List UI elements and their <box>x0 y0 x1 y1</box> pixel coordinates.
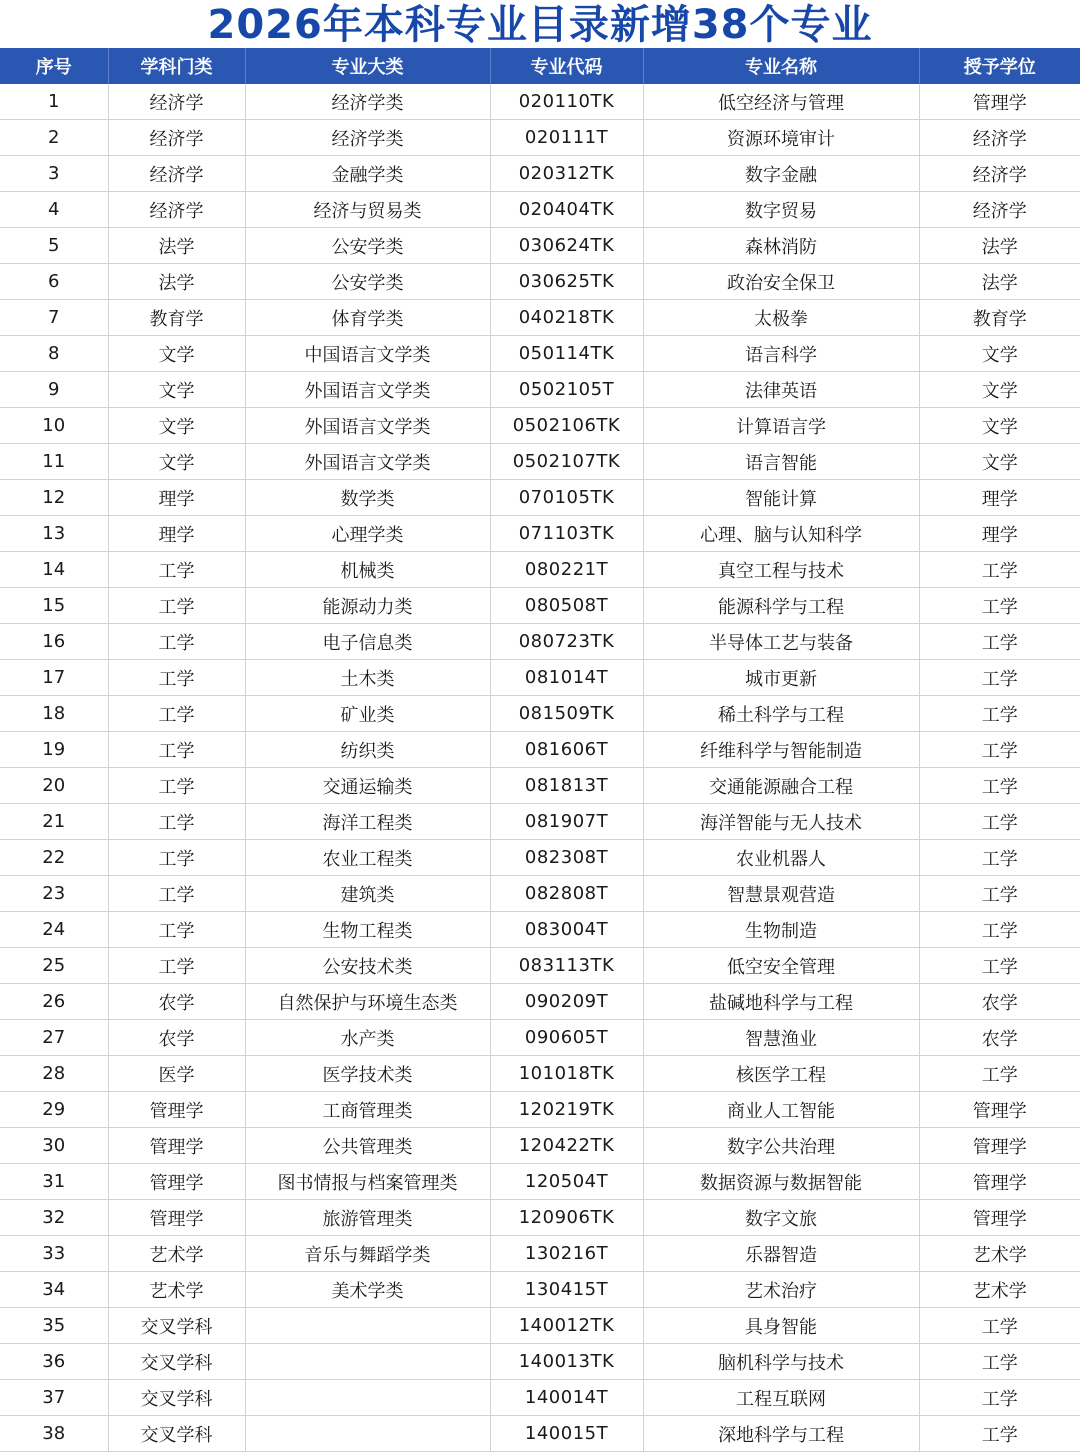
cell-major-name: 城市更新 <box>643 660 919 696</box>
cell-discipline: 工学 <box>108 948 245 984</box>
table-row <box>0 228 1080 264</box>
cell-category <box>245 1380 490 1416</box>
cell-degree: 工学 <box>919 732 1080 768</box>
cell-index: 4 <box>0 192 108 228</box>
header-code: 专业代码 <box>490 48 643 84</box>
cell-major-name: 数字公共治理 <box>643 1128 919 1164</box>
cell-discipline: 教育学 <box>108 300 245 336</box>
cell-code: 130216T <box>490 1236 643 1272</box>
cell-discipline: 理学 <box>108 480 245 516</box>
cell-degree: 工学 <box>919 552 1080 588</box>
cell-code: 120906TK <box>490 1200 643 1236</box>
cell-index: 30 <box>0 1128 108 1164</box>
cell-category: 生物工程类 <box>245 912 490 948</box>
header-major-name: 专业名称 <box>643 48 919 84</box>
cell-code: 120504T <box>490 1164 643 1200</box>
cell-degree: 理学 <box>919 516 1080 552</box>
cell-discipline: 交叉学科 <box>108 1308 245 1344</box>
table-row <box>0 1236 1080 1272</box>
table-row <box>0 840 1080 876</box>
cell-code: 140014T <box>490 1380 643 1416</box>
cell-category: 农业工程类 <box>245 840 490 876</box>
cell-index: 16 <box>0 624 108 660</box>
cell-category: 土木类 <box>245 660 490 696</box>
cell-index: 15 <box>0 588 108 624</box>
cell-index: 36 <box>0 1344 108 1380</box>
cell-degree: 管理学 <box>919 1200 1080 1236</box>
cell-category: 经济学类 <box>245 120 490 156</box>
cell-discipline: 经济学 <box>108 156 245 192</box>
cell-index: 24 <box>0 912 108 948</box>
cell-index: 22 <box>0 840 108 876</box>
cell-category: 交通运输类 <box>245 768 490 804</box>
table-row <box>0 300 1080 336</box>
table-row <box>0 1020 1080 1056</box>
cell-degree: 管理学 <box>919 1164 1080 1200</box>
cell-degree: 工学 <box>919 876 1080 912</box>
cell-degree: 文学 <box>919 408 1080 444</box>
cell-major-name: 稀土科学与工程 <box>643 696 919 732</box>
cell-category: 自然保护与环境生态类 <box>245 984 490 1020</box>
cell-major-name: 语言科学 <box>643 336 919 372</box>
table-row <box>0 480 1080 516</box>
cell-index: 6 <box>0 264 108 300</box>
table-row <box>0 120 1080 156</box>
cell-degree: 法学 <box>919 264 1080 300</box>
cell-category: 能源动力类 <box>245 588 490 624</box>
table-row <box>0 516 1080 552</box>
cell-major-name: 太极拳 <box>643 300 919 336</box>
page-title: 2026年本科专业目录新增38个专业 <box>207 2 873 48</box>
cell-index: 33 <box>0 1236 108 1272</box>
cell-category: 外国语言文学类 <box>245 372 490 408</box>
cell-index: 31 <box>0 1164 108 1200</box>
cell-degree: 工学 <box>919 948 1080 984</box>
cell-discipline: 工学 <box>108 768 245 804</box>
cell-degree: 经济学 <box>919 120 1080 156</box>
cell-category: 美术学类 <box>245 1272 490 1308</box>
cell-code: 030625TK <box>490 264 643 300</box>
cell-major-name: 半导体工艺与装备 <box>643 624 919 660</box>
cell-major-name: 法律英语 <box>643 372 919 408</box>
cell-code: 090209T <box>490 984 643 1020</box>
cell-index: 18 <box>0 696 108 732</box>
cell-category: 海洋工程类 <box>245 804 490 840</box>
cell-index: 13 <box>0 516 108 552</box>
cell-code: 081907T <box>490 804 643 840</box>
cell-major-name: 核医学工程 <box>643 1056 919 1092</box>
cell-category <box>245 1308 490 1344</box>
cell-degree: 管理学 <box>919 84 1080 120</box>
cell-category: 外国语言文学类 <box>245 408 490 444</box>
cell-category: 机械类 <box>245 552 490 588</box>
cell-category: 数学类 <box>245 480 490 516</box>
cell-category: 公安学类 <box>245 228 490 264</box>
cell-discipline: 文学 <box>108 336 245 372</box>
table-row <box>0 732 1080 768</box>
cell-degree: 工学 <box>919 1380 1080 1416</box>
table-row <box>0 1308 1080 1344</box>
cell-code: 140013TK <box>490 1344 643 1380</box>
table-row <box>0 1164 1080 1200</box>
cell-degree: 工学 <box>919 1308 1080 1344</box>
cell-degree: 教育学 <box>919 300 1080 336</box>
table-row <box>0 660 1080 696</box>
cell-code: 081509TK <box>490 696 643 732</box>
cell-major-name: 脑机科学与技术 <box>643 1344 919 1380</box>
cell-major-name: 智能计算 <box>643 480 919 516</box>
cell-major-name: 数字金融 <box>643 156 919 192</box>
cell-code: 080508T <box>490 588 643 624</box>
cell-degree: 经济学 <box>919 156 1080 192</box>
table-row <box>0 84 1080 120</box>
cell-degree: 工学 <box>919 624 1080 660</box>
cell-code: 140012TK <box>490 1308 643 1344</box>
cell-category: 中国语言文学类 <box>245 336 490 372</box>
cell-discipline: 交叉学科 <box>108 1380 245 1416</box>
cell-discipline: 工学 <box>108 660 245 696</box>
cell-category: 公共管理类 <box>245 1128 490 1164</box>
cell-discipline: 管理学 <box>108 1092 245 1128</box>
cell-major-name: 心理、脑与认知科学 <box>643 516 919 552</box>
cell-index: 35 <box>0 1308 108 1344</box>
cell-major-name: 语言智能 <box>643 444 919 480</box>
cell-category: 心理学类 <box>245 516 490 552</box>
cell-degree: 工学 <box>919 768 1080 804</box>
cell-code: 030624TK <box>490 228 643 264</box>
cell-index: 37 <box>0 1380 108 1416</box>
cell-code: 082808T <box>490 876 643 912</box>
cell-category: 工商管理类 <box>245 1092 490 1128</box>
cell-degree: 艺术学 <box>919 1236 1080 1272</box>
cell-category: 体育学类 <box>245 300 490 336</box>
cell-discipline: 工学 <box>108 552 245 588</box>
cell-major-name: 森林消防 <box>643 228 919 264</box>
cell-major-name: 纤维科学与智能制造 <box>643 732 919 768</box>
cell-index: 8 <box>0 336 108 372</box>
table-row <box>0 552 1080 588</box>
cell-degree: 文学 <box>919 372 1080 408</box>
cell-index: 2 <box>0 120 108 156</box>
cell-degree: 工学 <box>919 804 1080 840</box>
cell-code: 120422TK <box>490 1128 643 1164</box>
cell-degree: 文学 <box>919 336 1080 372</box>
table-row <box>0 696 1080 732</box>
cell-discipline: 经济学 <box>108 84 245 120</box>
cell-discipline: 文学 <box>108 444 245 480</box>
cell-category: 纺织类 <box>245 732 490 768</box>
cell-index: 29 <box>0 1092 108 1128</box>
table-row <box>0 588 1080 624</box>
cell-major-name: 能源科学与工程 <box>643 588 919 624</box>
cell-category: 矿业类 <box>245 696 490 732</box>
cell-major-name: 盐碱地科学与工程 <box>643 984 919 1020</box>
cell-major-name: 具身智能 <box>643 1308 919 1344</box>
cell-discipline: 工学 <box>108 876 245 912</box>
table-row <box>0 912 1080 948</box>
cell-code: 0502106TK <box>490 408 643 444</box>
table-row <box>0 984 1080 1020</box>
cell-index: 27 <box>0 1020 108 1056</box>
table-row <box>0 1200 1080 1236</box>
cell-code: 101018TK <box>490 1056 643 1092</box>
cell-code: 0502105T <box>490 372 643 408</box>
table-row <box>0 372 1080 408</box>
cell-code: 020312TK <box>490 156 643 192</box>
header-degree: 授予学位 <box>919 48 1080 84</box>
table-row <box>0 336 1080 372</box>
table-body <box>0 84 1080 1452</box>
cell-degree: 农学 <box>919 1020 1080 1056</box>
cell-major-name: 数字贸易 <box>643 192 919 228</box>
cell-index: 25 <box>0 948 108 984</box>
cell-discipline: 艺术学 <box>108 1236 245 1272</box>
cell-category: 水产类 <box>245 1020 490 1056</box>
cell-category: 外国语言文学类 <box>245 444 490 480</box>
header-discipline: 学科门类 <box>108 48 245 84</box>
cell-discipline: 工学 <box>108 804 245 840</box>
cell-index: 34 <box>0 1272 108 1308</box>
cell-code: 040218TK <box>490 300 643 336</box>
cell-code: 070105TK <box>490 480 643 516</box>
cell-index: 1 <box>0 84 108 120</box>
cell-index: 19 <box>0 732 108 768</box>
cell-degree: 艺术学 <box>919 1272 1080 1308</box>
cell-major-name: 工程互联网 <box>643 1380 919 1416</box>
cell-index: 38 <box>0 1416 108 1452</box>
cell-category: 医学技术类 <box>245 1056 490 1092</box>
cell-discipline: 经济学 <box>108 192 245 228</box>
table-row <box>0 876 1080 912</box>
cell-category: 公安技术类 <box>245 948 490 984</box>
cell-degree: 工学 <box>919 1416 1080 1452</box>
cell-discipline: 工学 <box>108 840 245 876</box>
cell-degree: 工学 <box>919 1344 1080 1380</box>
cell-major-name: 农业机器人 <box>643 840 919 876</box>
cell-code: 071103TK <box>490 516 643 552</box>
cell-major-name: 数据资源与数据智能 <box>643 1164 919 1200</box>
cell-discipline: 法学 <box>108 264 245 300</box>
cell-code: 090605T <box>490 1020 643 1056</box>
cell-code: 081813T <box>490 768 643 804</box>
cell-index: 26 <box>0 984 108 1020</box>
cell-index: 32 <box>0 1200 108 1236</box>
cell-major-name: 智慧景观营造 <box>643 876 919 912</box>
cell-category: 公安学类 <box>245 264 490 300</box>
cell-major-name: 交通能源融合工程 <box>643 768 919 804</box>
cell-code: 080723TK <box>490 624 643 660</box>
cell-code: 020111T <box>490 120 643 156</box>
cell-category: 金融学类 <box>245 156 490 192</box>
cell-category: 建筑类 <box>245 876 490 912</box>
cell-discipline: 工学 <box>108 696 245 732</box>
table-row <box>0 444 1080 480</box>
cell-index: 9 <box>0 372 108 408</box>
table-row <box>0 1344 1080 1380</box>
cell-major-name: 商业人工智能 <box>643 1092 919 1128</box>
cell-index: 11 <box>0 444 108 480</box>
cell-code: 081014T <box>490 660 643 696</box>
table-row <box>0 948 1080 984</box>
cell-index: 7 <box>0 300 108 336</box>
cell-degree: 经济学 <box>919 192 1080 228</box>
cell-discipline: 管理学 <box>108 1164 245 1200</box>
table-row <box>0 1128 1080 1164</box>
table-row <box>0 264 1080 300</box>
cell-discipline: 农学 <box>108 984 245 1020</box>
cell-index: 5 <box>0 228 108 264</box>
cell-code: 020404TK <box>490 192 643 228</box>
table-row <box>0 1272 1080 1308</box>
cell-discipline: 艺术学 <box>108 1272 245 1308</box>
cell-code: 082308T <box>490 840 643 876</box>
cell-index: 28 <box>0 1056 108 1092</box>
cell-major-name: 政治安全保卫 <box>643 264 919 300</box>
cell-discipline: 管理学 <box>108 1128 245 1164</box>
cell-discipline: 交叉学科 <box>108 1416 245 1452</box>
cell-code: 083004T <box>490 912 643 948</box>
cell-degree: 工学 <box>919 588 1080 624</box>
cell-degree: 工学 <box>919 1056 1080 1092</box>
cell-category <box>245 1416 490 1452</box>
cell-discipline: 理学 <box>108 516 245 552</box>
cell-degree: 工学 <box>919 696 1080 732</box>
cell-major-name: 乐器智造 <box>643 1236 919 1272</box>
cell-major-name: 艺术治疗 <box>643 1272 919 1308</box>
cell-category: 经济与贸易类 <box>245 192 490 228</box>
cell-major-name: 真空工程与技术 <box>643 552 919 588</box>
table-row <box>0 156 1080 192</box>
cell-index: 12 <box>0 480 108 516</box>
cell-code: 080221T <box>490 552 643 588</box>
cell-major-name: 海洋智能与无人技术 <box>643 804 919 840</box>
table-row <box>0 1056 1080 1092</box>
cell-major-name: 低空经济与管理 <box>643 84 919 120</box>
cell-discipline: 管理学 <box>108 1200 245 1236</box>
cell-major-name: 计算语言学 <box>643 408 919 444</box>
cell-category <box>245 1344 490 1380</box>
cell-degree: 管理学 <box>919 1128 1080 1164</box>
cell-code: 050114TK <box>490 336 643 372</box>
table-row <box>0 1092 1080 1128</box>
cell-discipline: 文学 <box>108 408 245 444</box>
cell-discipline: 工学 <box>108 732 245 768</box>
table-header-row <box>0 48 1080 84</box>
cell-index: 14 <box>0 552 108 588</box>
majors-table <box>0 48 1080 1452</box>
cell-code: 020110TK <box>490 84 643 120</box>
cell-discipline: 法学 <box>108 228 245 264</box>
cell-degree: 工学 <box>919 840 1080 876</box>
cell-code: 081606T <box>490 732 643 768</box>
cell-major-name: 深地科学与工程 <box>643 1416 919 1452</box>
cell-discipline: 经济学 <box>108 120 245 156</box>
cell-major-name: 低空安全管理 <box>643 948 919 984</box>
cell-major-name: 生物制造 <box>643 912 919 948</box>
cell-code: 130415T <box>490 1272 643 1308</box>
cell-discipline: 工学 <box>108 588 245 624</box>
table-row <box>0 408 1080 444</box>
cell-code: 120219TK <box>490 1092 643 1128</box>
cell-major-name: 数字文旅 <box>643 1200 919 1236</box>
cell-degree: 文学 <box>919 444 1080 480</box>
cell-category: 电子信息类 <box>245 624 490 660</box>
cell-category: 旅游管理类 <box>245 1200 490 1236</box>
table-row <box>0 1380 1080 1416</box>
cell-category: 图书情报与档案管理类 <box>245 1164 490 1200</box>
cell-category: 音乐与舞蹈学类 <box>245 1236 490 1272</box>
cell-index: 23 <box>0 876 108 912</box>
cell-discipline: 工学 <box>108 624 245 660</box>
cell-degree: 农学 <box>919 984 1080 1020</box>
cell-discipline: 农学 <box>108 1020 245 1056</box>
table-row <box>0 804 1080 840</box>
cell-index: 20 <box>0 768 108 804</box>
cell-category: 经济学类 <box>245 84 490 120</box>
cell-discipline: 交叉学科 <box>108 1344 245 1380</box>
cell-code: 0502107TK <box>490 444 643 480</box>
header-category: 专业大类 <box>245 48 490 84</box>
cell-degree: 工学 <box>919 912 1080 948</box>
cell-degree: 理学 <box>919 480 1080 516</box>
table-row <box>0 624 1080 660</box>
table-row <box>0 768 1080 804</box>
cell-index: 10 <box>0 408 108 444</box>
cell-degree: 工学 <box>919 660 1080 696</box>
cell-degree: 管理学 <box>919 1092 1080 1128</box>
cell-discipline: 工学 <box>108 912 245 948</box>
cell-major-name: 智慧渔业 <box>643 1020 919 1056</box>
cell-discipline: 医学 <box>108 1056 245 1092</box>
cell-discipline: 文学 <box>108 372 245 408</box>
cell-index: 3 <box>0 156 108 192</box>
cell-code: 083113TK <box>490 948 643 984</box>
cell-degree: 法学 <box>919 228 1080 264</box>
cell-index: 21 <box>0 804 108 840</box>
table-row <box>0 192 1080 228</box>
cell-index: 17 <box>0 660 108 696</box>
cell-major-name: 资源环境审计 <box>643 120 919 156</box>
table-row <box>0 1416 1080 1452</box>
header-index: 序号 <box>0 48 108 84</box>
cell-code: 140015T <box>490 1416 643 1452</box>
